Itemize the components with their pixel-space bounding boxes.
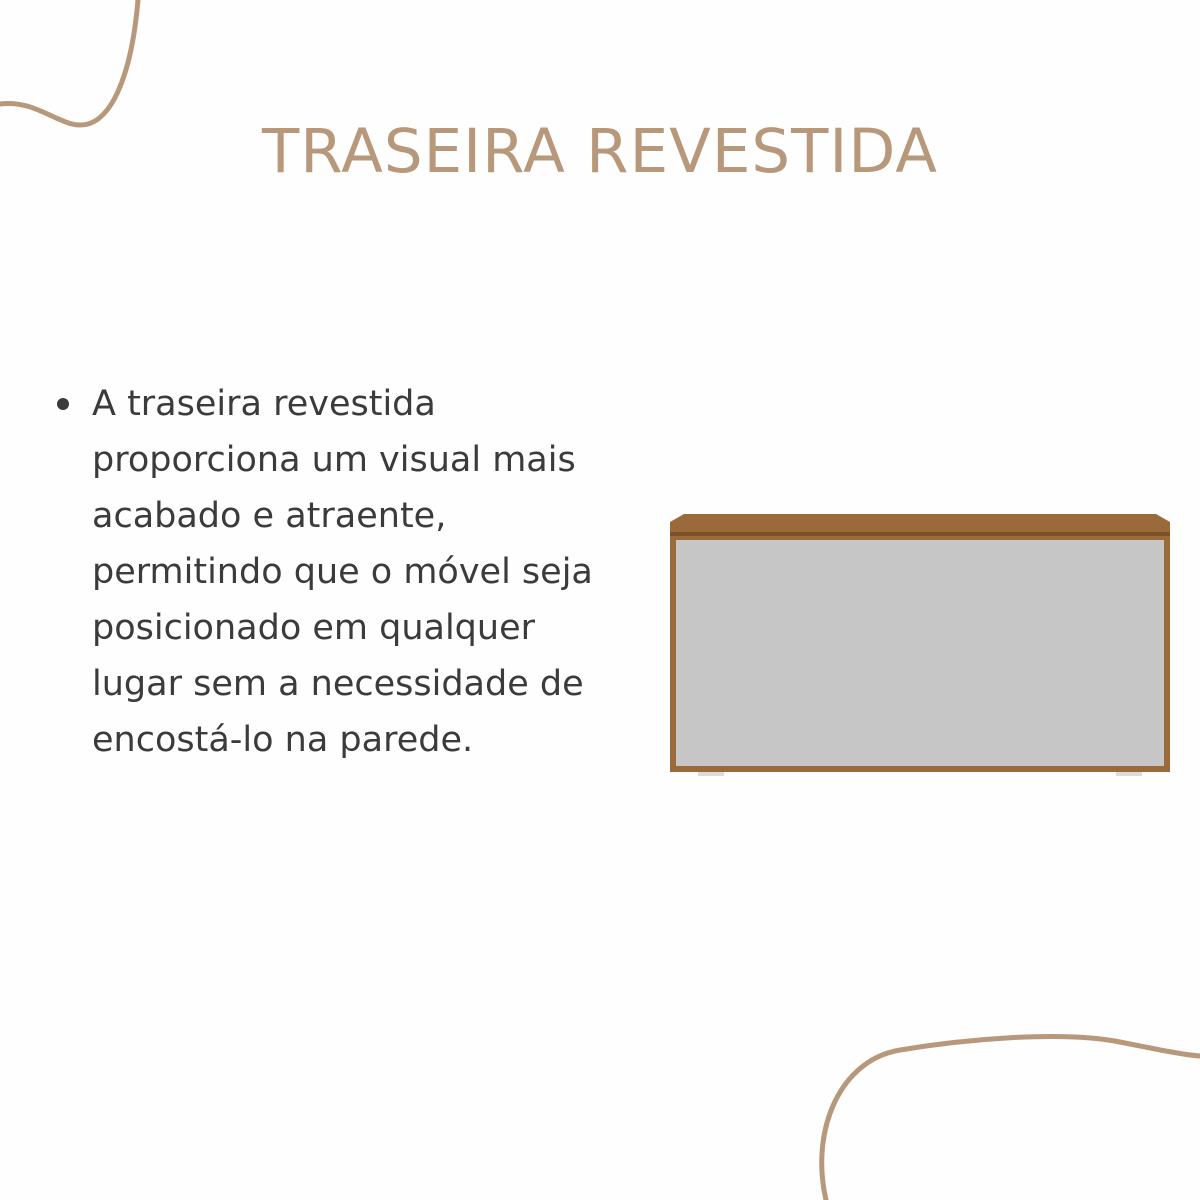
page-title: TRASEIRA REVESTIDA — [262, 116, 938, 187]
storage-chest-image — [664, 510, 1174, 780]
feature-description: A traseira revestida proporciona um visual mais acabado e atraente, permitindo que o móvel seja posicionado em qualquer lugar sem a necessidade de encostá-lo na parede. — [92, 384, 593, 760]
feature-list — [50, 376, 620, 768]
list-item — [50, 376, 620, 768]
bullet-icon — [57, 398, 69, 410]
